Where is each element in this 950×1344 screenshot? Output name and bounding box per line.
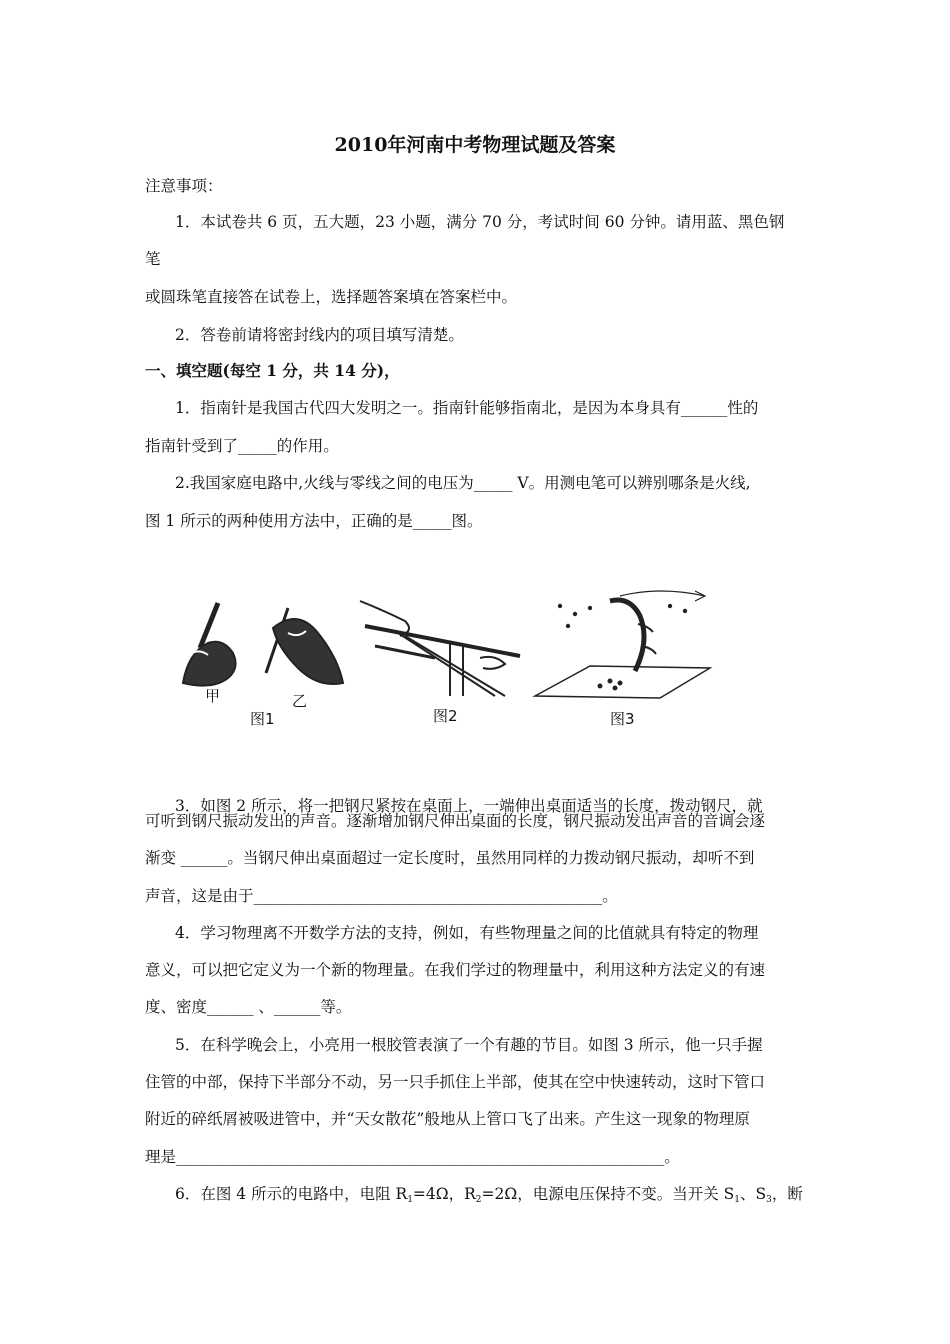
question-3-cont3: 声音，这是由于_____________________________________________。 [145,887,618,905]
figure-1-right-label: 乙 [292,692,308,710]
question-4-cont: 意义，可以把它定义为一个新的物理量。在我们学过的物理量中，利用这种方法定义的有速 [145,961,766,979]
q6-s1-subscript: 1 [734,1195,741,1205]
question-3-cont: 可听到钢尺振动发出的声音。逐渐增加钢尺伸出桌面的长度，钢尺振动发出声音的音调会逐 [145,812,766,830]
q6-r2-subscript: 2 [475,1195,482,1205]
q6-text-start: 6．在图 4 所示的电路中，电阻 R [175,1185,408,1203]
question-5: 5．在科学晚会上，小亮用一根胶管表演了一个有趣的节目。如图 3 所示，他一只手握 [175,1036,763,1054]
figure-3-caption: 图3 [610,710,635,728]
figure-1-caption: 图1 [250,710,275,728]
q6-text-mid2: =2Ω，电源电压保持不变。当开关 S [481,1185,735,1203]
figure-3-image [530,586,715,711]
q6-text-mid1: =4Ω，R [412,1185,476,1203]
q6-s3-subscript: 3 [766,1195,772,1205]
notice-item-2: 2．答卷前请将密封线内的项目填写清楚。 [175,326,464,344]
question-5-cont2: 附近的碎纸屑被吸进管中，并“天女散花”般地从上管口飞了出来。产生这一现象的物理原 [145,1110,750,1128]
notice-heading: 注意事项： [145,177,223,195]
question-4: 4．学习物理离不开数学方法的支持，例如，有些物理量之间的比值就具有特定的物理 [175,924,759,942]
question-2-cont: 图 1 所示的两种使用方法中，正确的是_____图。 [145,512,483,530]
figure-1-image [178,598,348,708]
q6-text-mid3: 、S [740,1185,767,1203]
section-heading: 一、填空题(每空 1 分，共 14 分)， [145,361,400,380]
figure-2-caption: 图2 [433,707,458,725]
page-title: 2010年河南中考物理试题及答案 [334,134,616,156]
notice-item-1-cont2: 或圆珠笔直接答在试卷上，选择题答案填在答案栏中。 [145,288,518,306]
question-3-cont2: 渐变 ______。当钢尺伸出桌面超过一定长度时，虽然用同样的力拨动钢尺振动，却听不到 [145,849,755,867]
question-1-cont: 指南针受到了_____的作用。 [145,437,339,455]
question-1: 1．指南针是我国古代四大发明之一。指南针能够指南北，是因为本身具有______性的 [175,399,759,417]
question-3: 3．如图 2 所示，将一把钢尺紧按在桌面上，一端伸出桌面适当的长度，拨动钢尺，就 [175,797,763,815]
notice-item-1: 1．本试卷共 6 页，五大题，23 小题，满分 70 分，考试时间 60 分钟。请用蓝、黑色钢 [175,213,785,231]
question-6 [175,1184,803,1210]
q6-r1-subscript: 1 [407,1195,413,1205]
notice-item-1-cont: 笔 [145,250,161,268]
question-5-cont3: 理是_______________________________________________________________。 [145,1148,680,1166]
question-2: 2.我国家庭电路中,火线与零线之间的电压为_____ V。用测电笔可以辨别哪条是火线, [175,474,751,492]
q6-text-end: ，断 [771,1185,803,1203]
question-5-cont: 住管的中部，保持下半部分不动，另一只手抓住上半部，使其在空中快速转动，这时下管口 [145,1073,766,1091]
figure-2-image [355,596,525,701]
question-4-cont2: 度、密度______ 、______等。 [145,998,352,1016]
figure-1-left-label: 甲 [205,687,221,705]
